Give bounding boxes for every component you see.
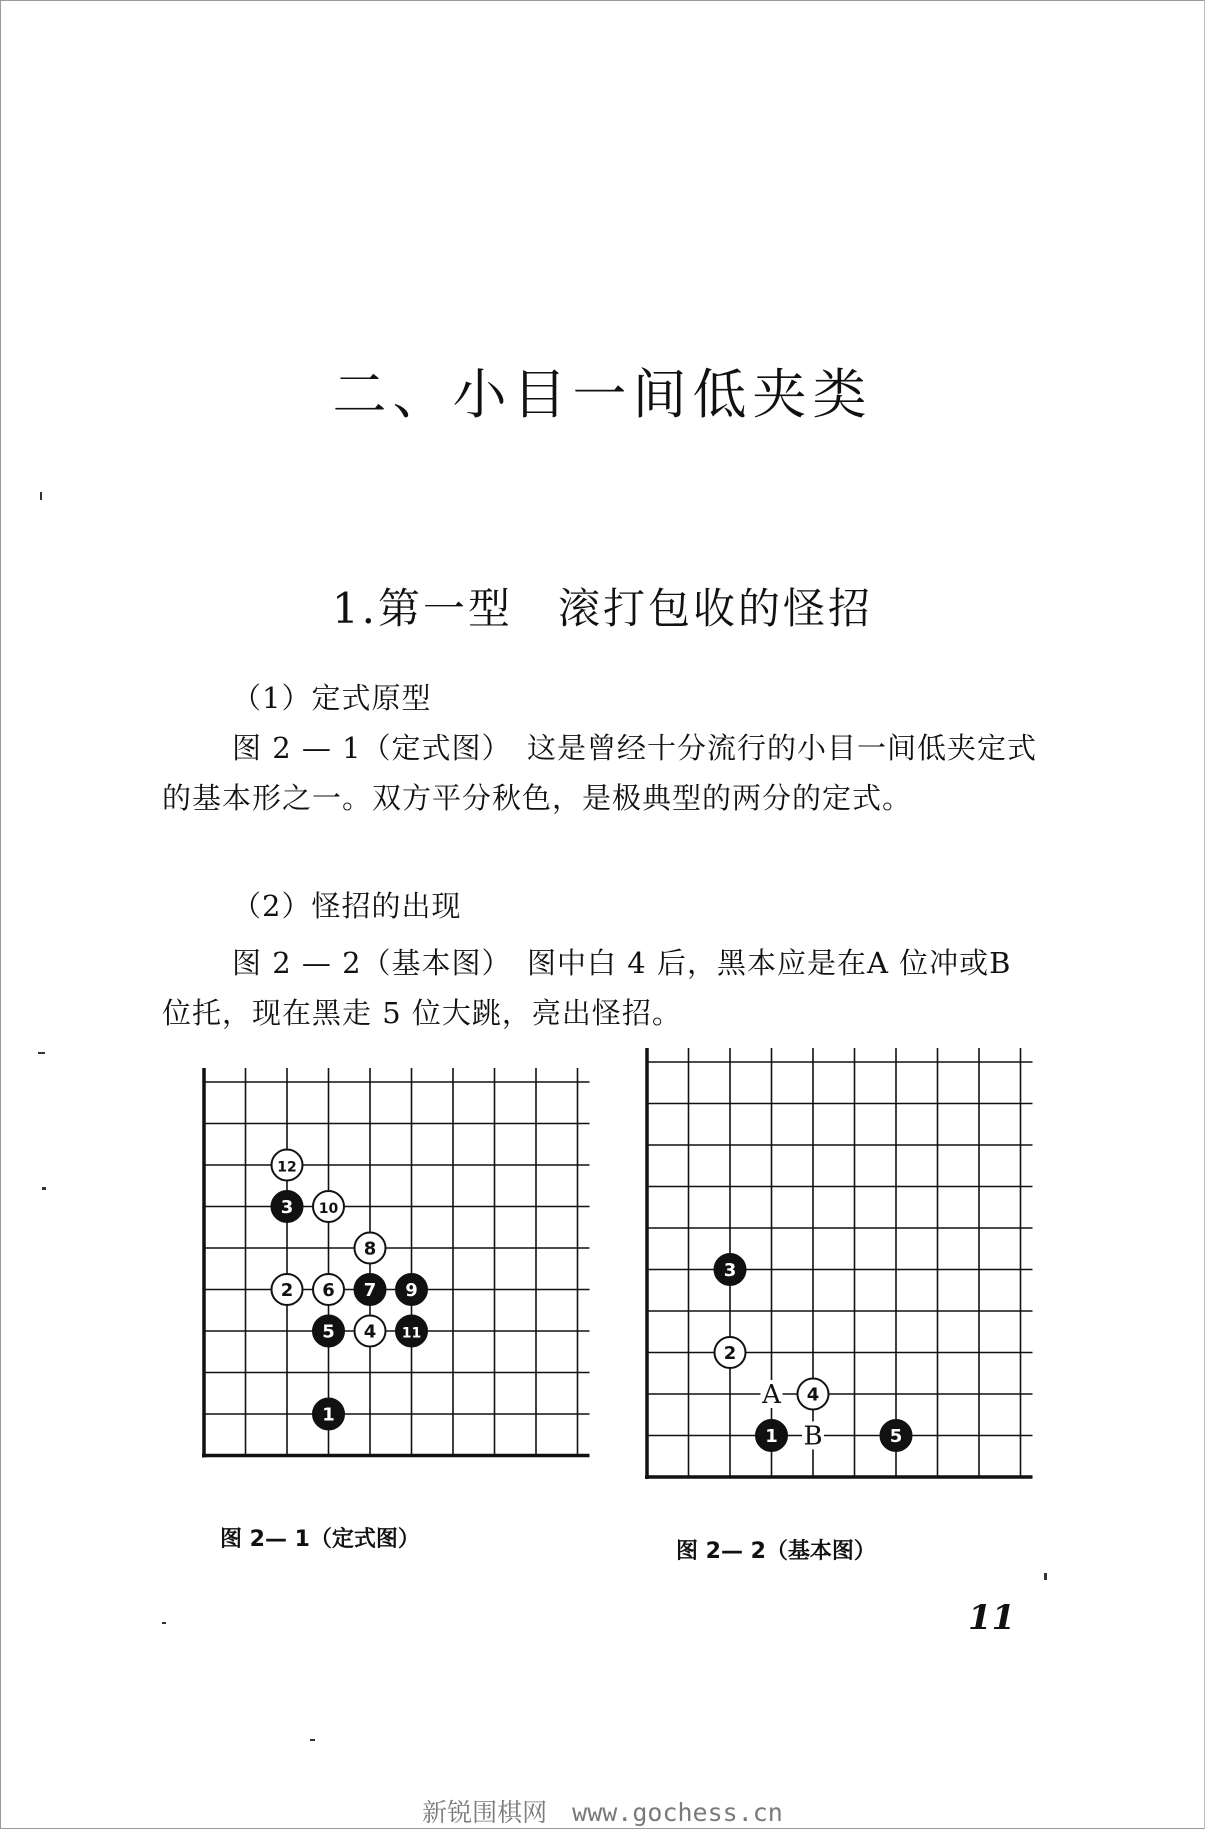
watermark: 新锐围棋网 www.gochess.cn bbox=[422, 1798, 783, 1827]
stone-number: 2 bbox=[723, 1343, 737, 1364]
go-diagram-2-1 bbox=[190, 1060, 560, 1490]
stone-black-1 bbox=[756, 1420, 787, 1451]
stone-white-2 bbox=[272, 1274, 303, 1305]
stone-black-5 bbox=[881, 1420, 912, 1451]
stone-white-6 bbox=[313, 1274, 344, 1305]
stone-number: 6 bbox=[322, 1280, 335, 1301]
paragraph-heading-1: （1）定式原型 bbox=[232, 681, 432, 715]
stone-number: 7 bbox=[363, 1280, 377, 1301]
stone-white-2 bbox=[715, 1337, 746, 1368]
board-grid bbox=[645, 1048, 1033, 1479]
page-number: 11 bbox=[968, 1598, 1016, 1638]
scan-speck bbox=[162, 1622, 166, 1624]
scan-speck bbox=[42, 1187, 46, 1190]
stone-number: 4 bbox=[363, 1321, 377, 1343]
paragraph-figure-2-2: 图 2 — 2（基本图） 图中白 4 后，黑本应是在A 位冲或B 位托，现在黑走 5 位大跳，亮出怪招。 bbox=[162, 946, 1012, 1030]
stone-white-4 bbox=[355, 1316, 386, 1347]
stone-number: 3 bbox=[723, 1260, 737, 1281]
paragraph-figure-2-1: 图 2 — 1（定式图） 这是曾经十分流行的小目一间低夹定式的基本形之一。双方平分秋色，是极典型的两分的定式。 bbox=[162, 731, 1038, 815]
go-diagram-2-2 bbox=[635, 1042, 1015, 1512]
stone-black-5 bbox=[313, 1316, 344, 1347]
stone-black-1 bbox=[313, 1399, 344, 1430]
paragraph-heading-2: （2）怪招的出现 bbox=[232, 889, 462, 923]
board-grid bbox=[202, 1068, 590, 1458]
scan-speck bbox=[40, 492, 42, 500]
section-title: 1.第一型 滚打包收的怪招 bbox=[331, 584, 874, 633]
stone-number: 11 bbox=[401, 1325, 422, 1342]
caption-figure-2-2: 图 2— 2（基本图） bbox=[676, 1539, 876, 1564]
caption-figure-2-1: 图 2— 1（定式图） bbox=[220, 1527, 420, 1552]
scan-speck bbox=[38, 1052, 45, 1054]
stone-number: 12 bbox=[277, 1159, 297, 1176]
stone-white-4 bbox=[798, 1379, 829, 1410]
point-label-A bbox=[761, 1380, 783, 1410]
stone-black-3 bbox=[272, 1191, 303, 1222]
stone-number: 5 bbox=[322, 1321, 335, 1343]
stone-number: 1 bbox=[322, 1404, 335, 1426]
stone-number: 9 bbox=[405, 1280, 418, 1301]
stone-number: 3 bbox=[280, 1197, 294, 1218]
stone-number: 5 bbox=[889, 1426, 903, 1447]
stone-number: 2 bbox=[280, 1280, 294, 1301]
svg-text:B: B bbox=[803, 1421, 823, 1452]
stone-black-11 bbox=[396, 1316, 427, 1347]
stone-black-9 bbox=[396, 1274, 427, 1305]
svg-text:A: A bbox=[762, 1380, 781, 1410]
stone-white-8 bbox=[355, 1233, 386, 1264]
stone-number: 4 bbox=[806, 1384, 820, 1406]
stone-white-12 bbox=[272, 1150, 303, 1181]
scan-speck bbox=[310, 1739, 315, 1741]
stone-number: 8 bbox=[363, 1238, 377, 1260]
stone-number: 10 bbox=[318, 1201, 339, 1217]
stone-black-7 bbox=[355, 1274, 386, 1305]
scan-speck bbox=[1044, 1573, 1047, 1580]
point-label-B bbox=[802, 1422, 824, 1452]
stone-black-3 bbox=[715, 1254, 746, 1285]
stone-number: 1 bbox=[765, 1426, 778, 1447]
chapter-title: 二、小目一间低夹类 bbox=[332, 363, 873, 426]
stone-white-10 bbox=[313, 1191, 344, 1222]
